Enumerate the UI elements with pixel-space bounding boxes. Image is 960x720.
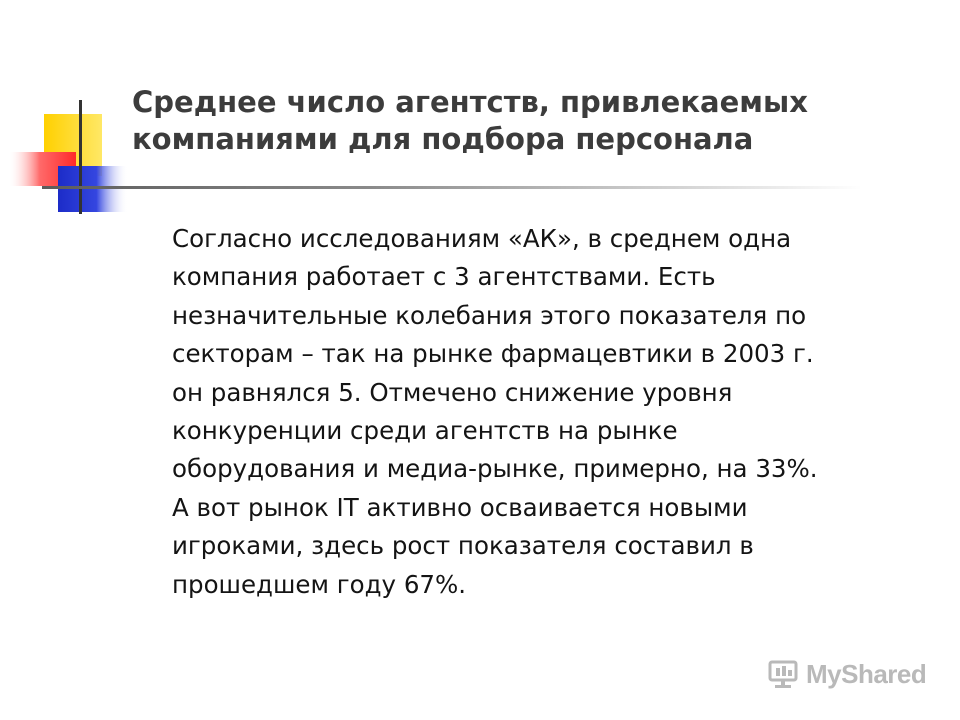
body-line: незначительные колебания этого показателя по	[172, 300, 807, 330]
title-line-1: Среднее число агентств, привлекаемых	[132, 85, 808, 119]
slide-body	[172, 220, 932, 604]
body-line: конкуренции среди агентств на рынке	[172, 416, 678, 446]
presentation-screen-icon	[768, 659, 800, 689]
slide-title	[132, 84, 892, 158]
watermark-text: MyShared	[806, 658, 927, 689]
body-line: Согласно исследованиям «АК», в среднем одна	[172, 224, 792, 253]
watermark-logo	[768, 656, 926, 692]
body-line: компания работает с 3 агентствами. Есть	[172, 262, 716, 292]
body-line: прошедшем году 67%.	[172, 569, 467, 599]
title-divider	[42, 186, 862, 189]
body-line: он равнялся 5. Отмечено снижение уровня	[172, 377, 733, 407]
body-line: секторам – так на рынке фармацевтики в 2003 г.	[172, 339, 814, 369]
body-line: оборудования и медиа-рынке, примерно, на 33%.	[172, 454, 818, 484]
body-line: игроками, здесь рост показателя составил в	[172, 531, 754, 561]
body-line: А вот рынок IT активно осваивается новыми	[172, 492, 748, 522]
vertical-line	[79, 100, 82, 214]
title-line-2: компаниями для подбора персонала	[132, 122, 754, 156]
